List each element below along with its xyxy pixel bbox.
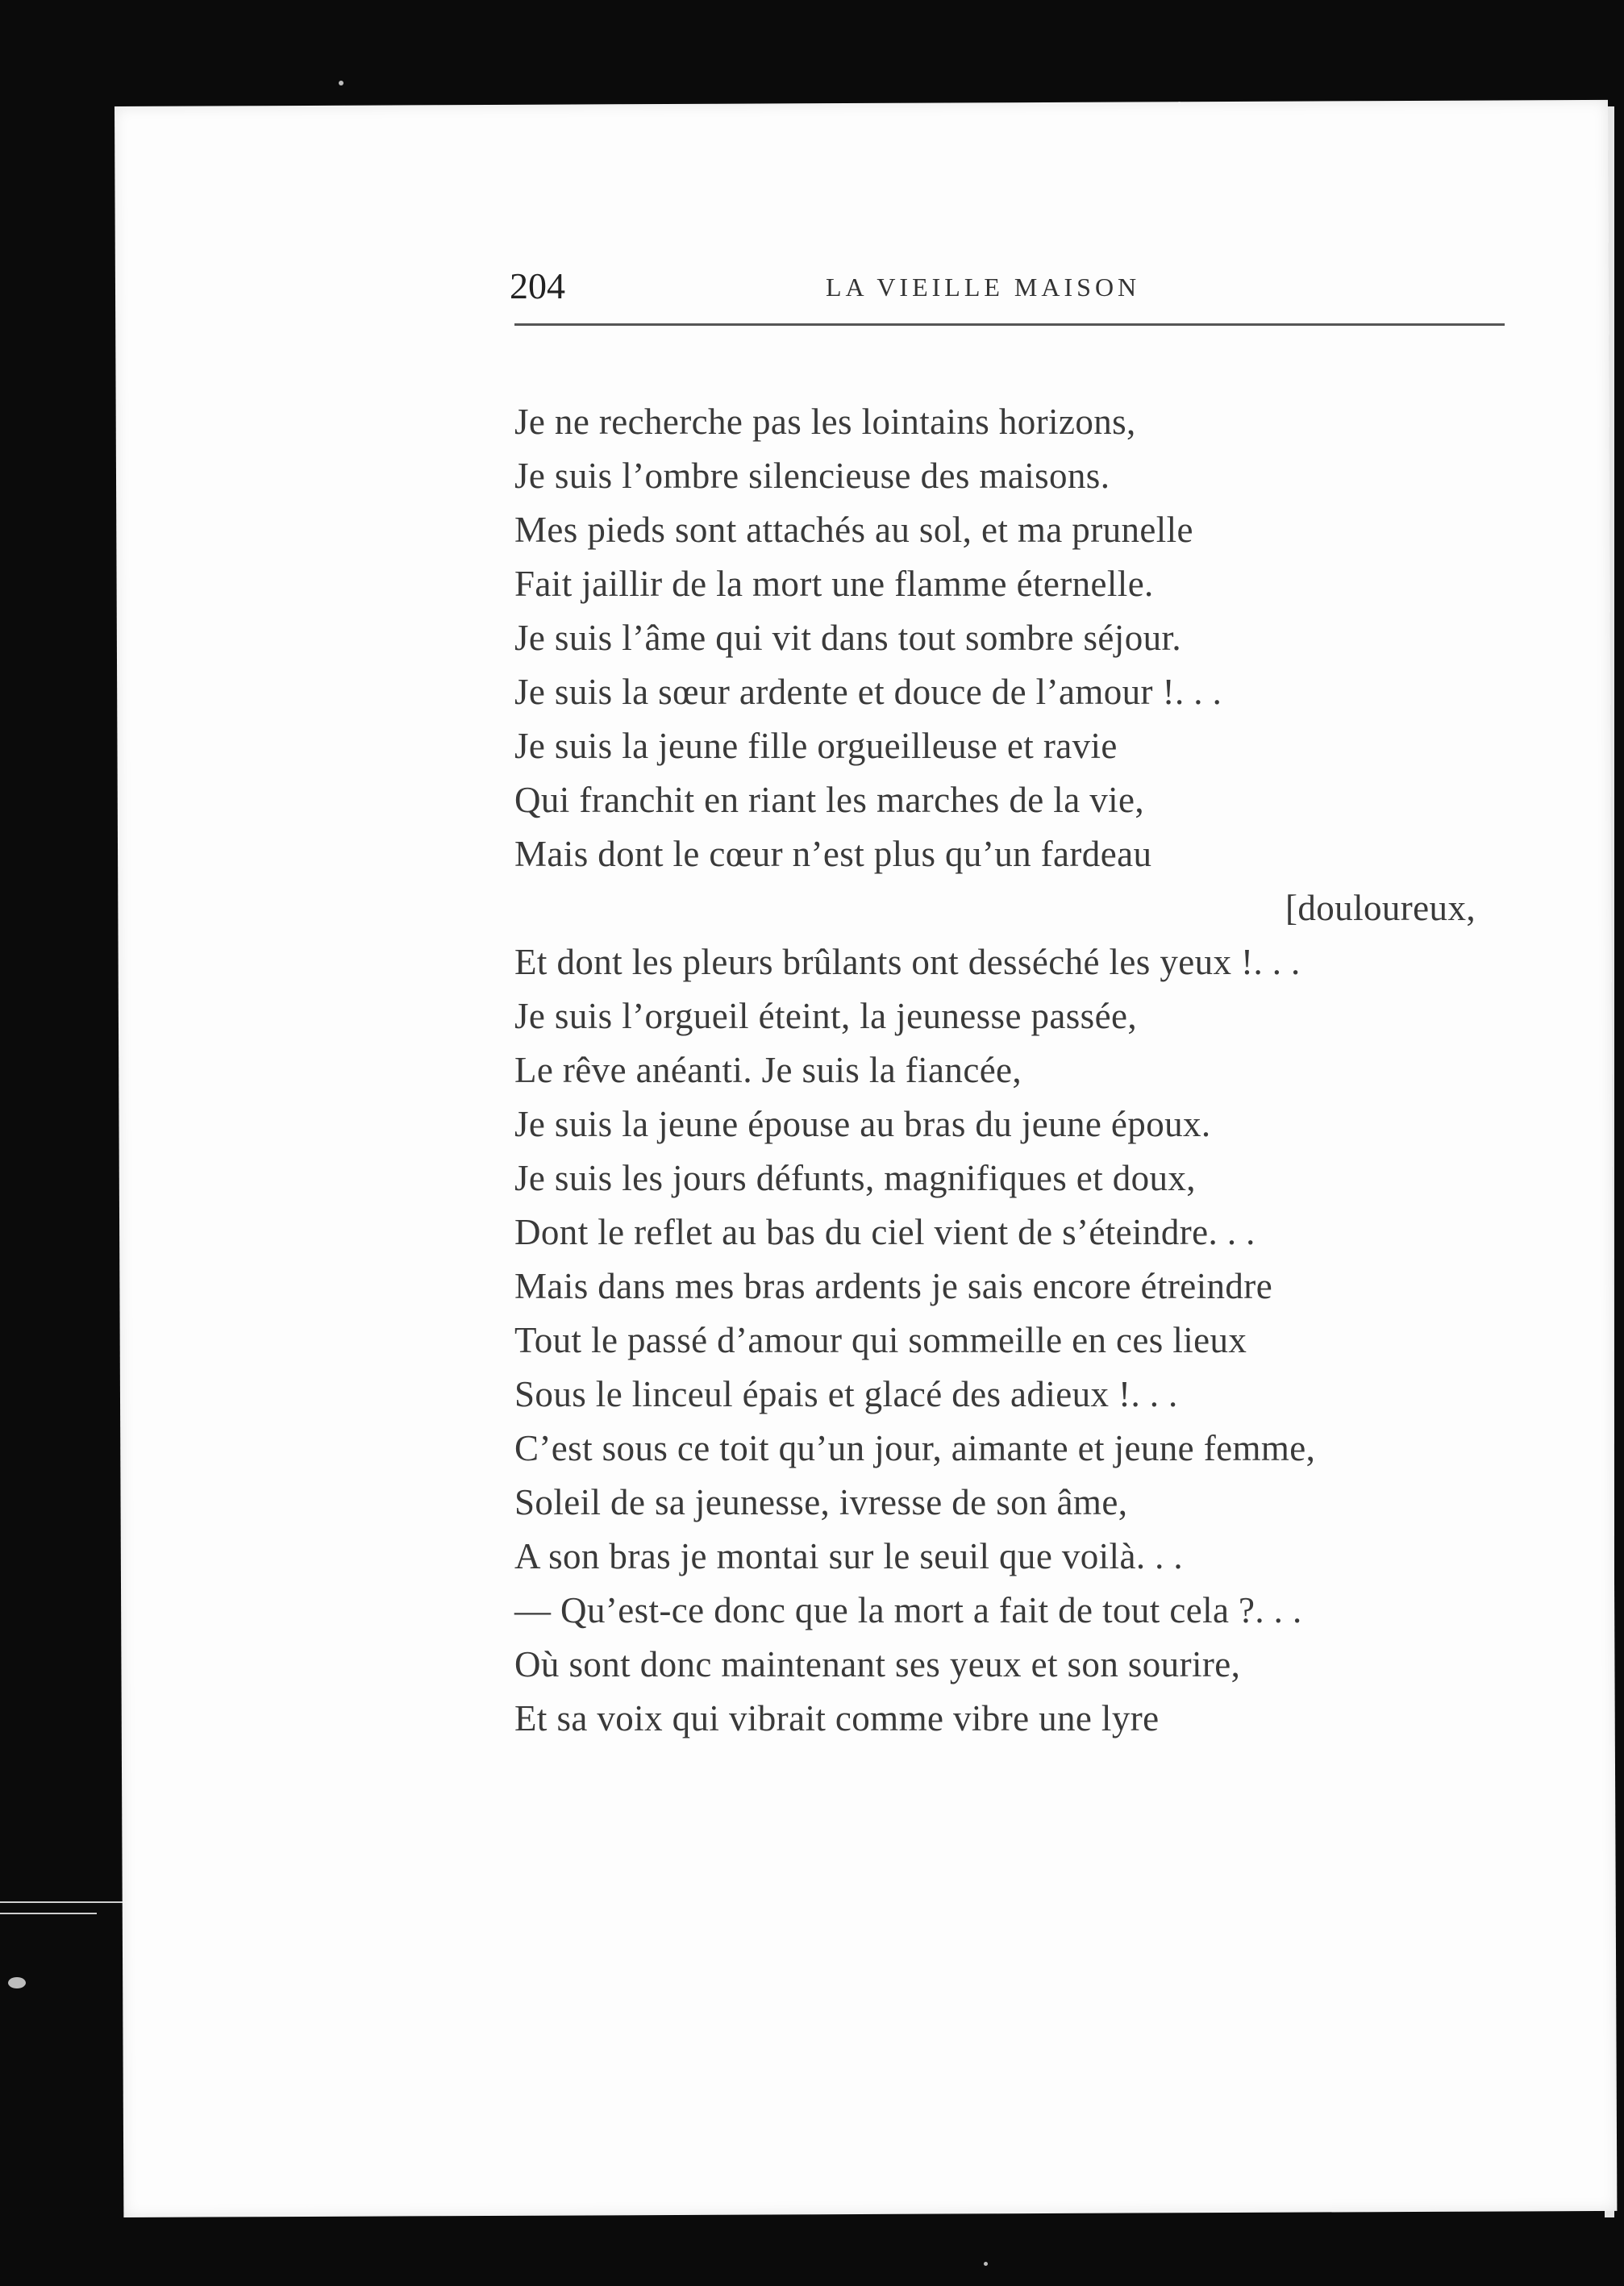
poem-line: C’est sous ce toit qu’un jour, aimante et jeune femme, (514, 1428, 1316, 1468)
poem-line: Je suis la sœur ardente et douce de l’amour !. . . (514, 672, 1222, 712)
poem-line: Je suis la jeune épouse au bras du jeune époux. (514, 1104, 1211, 1144)
poem-line: Je suis l’orgueil éteint, la jeunesse passée, (514, 996, 1137, 1036)
poem-line: Mais dont le cœur n’est plus qu’un fardeau (514, 834, 1152, 874)
poem-line: Tout le passé d’amour qui sommeille en ces lieux (514, 1320, 1247, 1360)
running-title: LA VIEILLE MAISON (826, 273, 1141, 302)
scan-artifact-line (0, 1901, 129, 1903)
scan-speck (8, 1977, 26, 1988)
poem-line: Je suis l’ombre silencieuse des maisons. (514, 456, 1110, 496)
poem-line: Le rêve anéanti. Je suis la fiancée, (514, 1050, 1022, 1090)
poem-line: Mes pieds sont attachés au sol, et ma prunelle (514, 510, 1193, 550)
poem-line: Sous le linceul épais et glacé des adieux !. . . (514, 1374, 1178, 1414)
poem-line: Et dont les pleurs brûlants ont desséché les yeux !. . . (514, 942, 1301, 982)
poem-line: Qui franchit en riant les marches de la vie, (514, 780, 1145, 820)
scan-artifact-line (0, 1913, 97, 1914)
poem-line: Fait jaillir de la mort une flamme éternelle. (514, 564, 1154, 604)
header-rule (514, 323, 1505, 326)
poem-line: Et sa voix qui vibrait comme vibre une lyre (514, 1698, 1160, 1738)
poem-line: Où sont donc maintenant ses yeux et son sourire, (514, 1644, 1241, 1684)
page-number: 204 (510, 265, 565, 306)
poem-line: Mais dans mes bras ardents je sais encore étreindre (514, 1266, 1273, 1306)
scan-speck (339, 81, 344, 85)
poem-line: — Qu’est-ce donc que la mort a fait de tout cela ?. . . (514, 1590, 1302, 1630)
poem-line: Je suis l’âme qui vit dans tout sombre séjour. (514, 618, 1182, 658)
poem-line: Je suis les jours défunts, magnifiques et doux, (514, 1158, 1196, 1198)
poem-body (514, 395, 1563, 1746)
page-header (510, 260, 1509, 324)
poem-line-overflow: [douloureux, (1285, 888, 1476, 928)
poem-line: Je ne recherche pas les lointains horizons, (514, 402, 1136, 442)
poem-line: Je suis la jeune fille orgueilleuse et ravie (514, 726, 1118, 766)
poem-line: Dont le reflet au bas du ciel vient de s’éteindre. . . (514, 1212, 1255, 1252)
poem-line: Soleil de sa jeunesse, ivresse de son âme, (514, 1482, 1128, 1522)
poem-line: A son bras je montai sur le seuil que voilà. . . (514, 1536, 1184, 1576)
scan-speck (984, 2262, 988, 2266)
